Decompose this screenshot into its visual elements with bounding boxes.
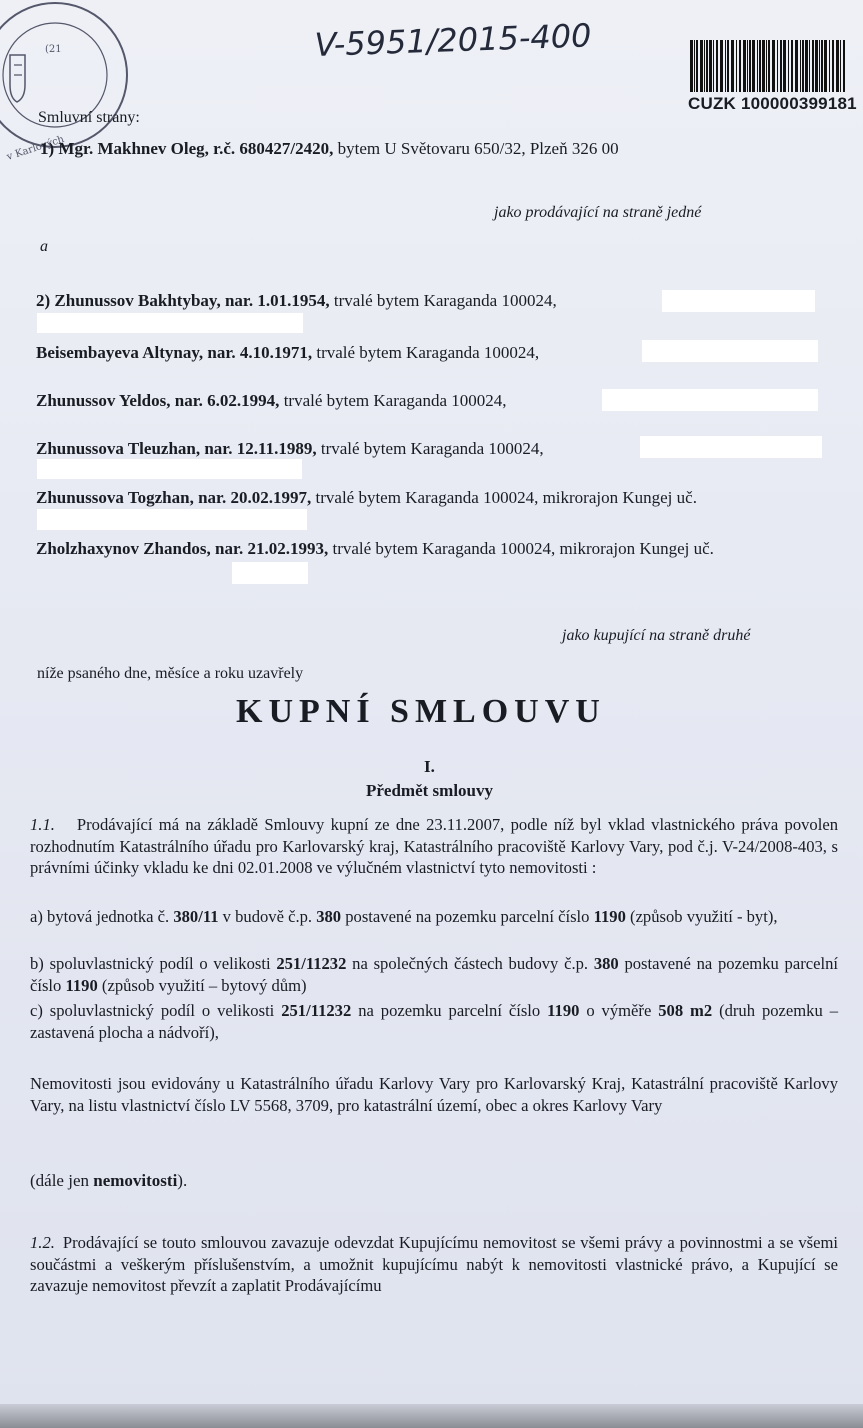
section-heading: Předmět smlouvy: [366, 781, 494, 800]
page-title: KUPNÍ SMLOUVU: [236, 693, 606, 730]
hereafter-line: (dále jen nemovitosti).: [30, 1171, 188, 1190]
paragraph-1-2: 1.2. Prodávající se touto smlouvou zavazuje odevzdat Kupujícímu nemovitost se všemi právy a povinnostmi a se všemi součástmi a veškerým příslušenstvím, a umožnit kupujícímu nabýt k nemovitosti vlastnické právo, a Kupující se zavazuje nemovitost převzít a zaplatit Prodávajícímu: [30, 1233, 838, 1295]
buyer-line: Zhunussov Yeldos, nar. 6.02.1994, trvalé bytem Karaganda 100024,: [36, 391, 507, 410]
barcode-icon: [688, 40, 848, 92]
item-c: c) spoluvlastnický podíl o velikosti 251/11232 na pozemku parcelní číslo 1190 o výměře 508 m2 (druh pozemku – zastavená plocha a nádvoří),: [30, 1001, 838, 1042]
buyer-role: jako kupující na straně druhé: [562, 627, 751, 644]
section-number: I.: [424, 757, 435, 776]
svg-text:V-5951/2015-400: V-5951/2015-400: [315, 22, 593, 64]
buyer-line: Zholzhaxynov Zhandos, nar. 21.02.1993, trvalé bytem Karaganda 100024, mikrorajon Kungej uč.: [36, 539, 714, 558]
redaction-box: [232, 562, 308, 584]
paragraph-number: 1.1.: [30, 815, 55, 834]
paragraph-number: 1.2.: [30, 1233, 55, 1252]
stamp-number: (21: [45, 44, 62, 55]
handwritten-reference: [315, 22, 615, 68]
seller-line: [40, 138, 619, 160]
redaction-box: [662, 290, 815, 312]
redaction-box: [642, 340, 818, 362]
redaction-box: [602, 389, 818, 411]
item-b: b) spoluvlastnický podíl o velikosti 251/11232 na společných částech budovy č.p. 380 postavené na pozemku parcelní číslo 1190 (způsob využití – bytový dům): [30, 954, 838, 995]
paper-bottom-edge: [0, 1404, 863, 1428]
buyer-line: 2) Zhunussov Bakhtybay, nar. 1.01.1954, trvalé bytem Karaganda 100024,: [36, 291, 557, 310]
paragraph-1-1: 1.1. Prodávající má na základě Smlouvy kupní ze dne 23.11.2007, podle níž byl vklad vlastnického práva povolen rozhodnutím Katastrálního úřadu pro Karlovarský kraj, Katastrálního pracoviště Karlovy Vary, pod č.j. V-24/2008-403, s právními účinky vkladu ke dni 02.01.2008 ve výlučném vlastnictví tyto nemovitosti :: [30, 815, 838, 877]
seller-address: bytem U Světovaru 650/32, Plzeň 326 00: [333, 139, 619, 158]
buyer-line: Beisembayeva Altynay, nar. 4.10.1971, trvalé bytem Karaganda 100024,: [36, 343, 540, 362]
conjunction: a: [40, 238, 48, 255]
redaction-box: [37, 509, 307, 530]
redaction-box: [37, 459, 302, 479]
stamp-caption: v Karlových: [5, 133, 66, 163]
registry-paragraph: Nemovitosti jsou evidovány u Katastrálního úřadu Karlovy Vary pro Karlovarský Kraj, Katastrální pracoviště Karlovy Vary, na listu vlastnictví číslo LV 5568, 3709, pro katastrální území, obec a okres Karlovy Vary: [30, 1074, 838, 1115]
concluded-line: níže psaného dne, měsíce a roku uzavřely: [37, 665, 304, 682]
barcode-label: CUZK 100000399181: [688, 94, 857, 113]
buyer-line: Zhunussova Togzhan, nar. 20.02.1997, trvalé bytem Karaganda 100024, mikrorajon Kungej uč.: [36, 488, 697, 507]
seller-role: jako prodávající na straně jedné: [494, 204, 702, 221]
redaction-box: [640, 436, 822, 458]
redaction-box: [37, 313, 303, 333]
buyer-line: Zhunussova Tleuzhan, nar. 12.11.1989, trvalé bytem Karaganda 100024,: [36, 439, 544, 458]
parties-heading: Smluvní strany:: [38, 109, 140, 126]
item-a: a) bytová jednotka č. 380/11 v budově č.p. 380 postavené na pozemku parcelní číslo 1190 (způsob využití - byt),: [30, 907, 778, 926]
seller-name: 1) Mgr. Makhnev Oleg, r.č. 680427/2420,: [40, 139, 334, 158]
